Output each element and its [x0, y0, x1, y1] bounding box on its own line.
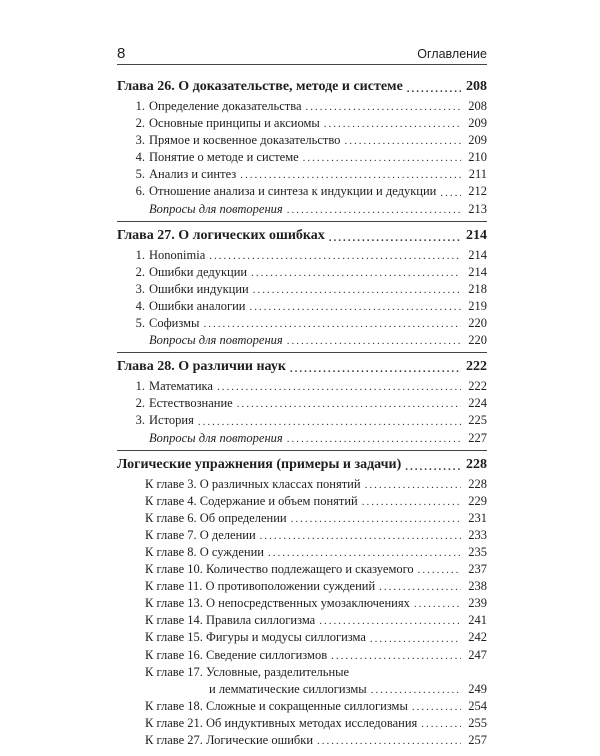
toc-entry[interactable] [117, 395, 487, 412]
entry-page: 222 [468, 379, 487, 394]
entry-page: 229 [468, 493, 487, 508]
entry-title: Прямое и косвенное доказательство [149, 133, 341, 148]
entry-title: К главе 11. О противоположении суждений [145, 579, 376, 594]
entry-title: К главе 6. Об определении [145, 510, 287, 525]
entry-title: Математика [149, 379, 213, 394]
entry-page: 225 [468, 413, 487, 428]
entry-page: 247 [468, 647, 487, 662]
entry-page: 211 [468, 167, 487, 182]
chapter-heading[interactable] [117, 226, 487, 246]
toc-entry[interactable] [117, 493, 487, 510]
entry-page: 242 [468, 630, 487, 645]
toc-entry[interactable] [117, 412, 487, 429]
leader-dots [306, 100, 461, 115]
entry-title: К главе 15. Фигуры и модусы силлогизма [145, 630, 366, 645]
leader-dots [287, 334, 461, 349]
entry-page: 241 [468, 613, 487, 628]
toc-entry[interactable] [117, 510, 487, 527]
leader-dots [203, 317, 461, 332]
review-questions-entry[interactable] [117, 332, 487, 349]
entry-title: К главе 4. Содержание и объем понятий [145, 493, 358, 508]
leader-dots [414, 597, 461, 612]
leader-dots [412, 700, 461, 715]
entry-number: 2. [135, 264, 145, 279]
entry-page: 228 [468, 476, 487, 491]
chapter-title: Глава 26. О доказательстве, методе и системе [117, 79, 403, 94]
entry-title: Ошибки аналогии [149, 298, 246, 313]
toc-entry[interactable] [117, 166, 487, 183]
toc-entry[interactable] [117, 298, 487, 315]
leader-dots [251, 266, 461, 281]
chapter-title: Глава 27. О логических ошибках [117, 227, 325, 243]
entry-number: 1. [135, 247, 145, 262]
leader-dots [319, 614, 461, 629]
entry-page: 239 [468, 596, 487, 611]
entry-page: 212 [468, 184, 487, 199]
leader-dots [371, 683, 461, 698]
leader-dots [407, 82, 461, 97]
entry-page: 208 [468, 99, 487, 113]
chapter-page: 222 [466, 359, 487, 375]
entry-title: Основные принципы и аксиомы [149, 116, 320, 131]
leader-dots [198, 415, 461, 430]
entry-title: Ошибки индукции [149, 281, 249, 296]
entry-page: 209 [468, 133, 487, 148]
chapter-heading[interactable] [117, 77, 487, 97]
entry-number: 2. [135, 116, 145, 131]
entry-title-line1: К главе 17. Условные, разделительные [145, 664, 350, 679]
entry-number: 3. [135, 413, 145, 428]
entry-title: Отношение анализа и синтеза к индукции и дедукции [149, 184, 437, 199]
leader-dots [317, 734, 461, 749]
leader-dots [290, 362, 461, 377]
leader-dots [291, 512, 461, 527]
entry-title: К главе 14. Правила силлогизма [145, 613, 316, 628]
chapter-28-section [117, 357, 487, 450]
entry-number: 1. [135, 379, 145, 394]
toc-entry[interactable] [117, 561, 487, 578]
entry-title: Hononimia [149, 247, 206, 262]
toc-entry-multiline[interactable] [117, 664, 487, 698]
entry-title: К главе 8. О суждении [145, 544, 264, 559]
leader-dots [237, 397, 461, 412]
leader-dots [418, 563, 461, 578]
entry-title: К главе 27. Логические ошибки [145, 733, 314, 747]
toc-entry[interactable] [117, 378, 487, 395]
entry-page: 233 [468, 527, 487, 542]
running-head [117, 42, 487, 65]
leader-dots [421, 717, 461, 732]
entry-title: К главе 18. Сложные и сокращенные силлогизмы [145, 698, 408, 713]
table-of-contents [117, 77, 487, 756]
entry-page: 254 [468, 698, 487, 713]
entry-page: 238 [468, 579, 487, 594]
entry-page: 231 [468, 510, 487, 525]
entry-number: 5. [135, 167, 145, 182]
toc-entry[interactable] [117, 698, 487, 715]
entry-page: 249 [468, 681, 487, 696]
toc-entry[interactable] [117, 476, 487, 493]
entry-title: К главе 3. О различных классах понятий [145, 476, 361, 491]
entry-title: Определение доказательства [149, 99, 302, 113]
entry-title: Софизмы [149, 316, 200, 331]
toc-entry[interactable] [117, 115, 487, 132]
entry-page: 218 [468, 281, 487, 296]
entry-number: 4. [135, 150, 145, 165]
entry-page: 220 [468, 316, 487, 331]
exercises-section [117, 455, 487, 753]
chapter-page: 228 [466, 456, 487, 472]
toc-entry[interactable] [117, 315, 487, 332]
leader-dots [365, 478, 461, 493]
leader-dots [287, 432, 461, 447]
toc-entry[interactable] [117, 149, 487, 166]
entry-title-line2: и лемматические силлогизмы [209, 681, 367, 696]
entry-number: 1. [135, 99, 145, 113]
leader-dots [329, 231, 461, 246]
entry-page: 224 [468, 396, 487, 411]
toc-entry[interactable] [117, 527, 487, 544]
entry-title: К главе 10. Количество подлежащего и сказуемого [145, 562, 414, 577]
chapter-title: Глава 28. О различии наук [117, 359, 286, 375]
leader-dots [370, 632, 461, 647]
toc-entry[interactable] [117, 247, 487, 264]
entry-number: 4. [135, 298, 145, 313]
leader-dots [324, 117, 461, 132]
toc-entry[interactable] [117, 647, 487, 664]
chapter-title: Логические упражнения (примеры и задачи) [117, 456, 402, 472]
toc-entry[interactable] [117, 732, 487, 749]
leader-dots [303, 151, 461, 166]
running-title: Оглавление [417, 47, 487, 61]
chapter-page: 214 [466, 227, 487, 243]
entry-number: 5. [135, 316, 145, 331]
entry-title: К главе 13. О непосредственных умозаключениях [145, 596, 410, 611]
entry-title: К главе 7. О делении [145, 527, 256, 542]
toc-entry[interactable] [117, 98, 487, 115]
entry-page: 237 [468, 562, 487, 577]
review-questions-entry[interactable] [117, 201, 487, 218]
entry-page: 209 [468, 116, 487, 131]
entry-title: Вопросы для повторения [149, 333, 283, 348]
leader-dots [209, 249, 461, 264]
toc-entry[interactable] [117, 183, 487, 200]
entry-page: 257 [468, 733, 487, 747]
entry-page: 220 [468, 333, 487, 348]
leader-dots [249, 300, 461, 315]
entry-page: 219 [468, 298, 487, 313]
leader-dots [268, 546, 461, 561]
chapter-heading[interactable] [117, 357, 487, 377]
leader-dots [405, 460, 461, 475]
entry-page: 235 [468, 544, 487, 559]
leader-dots [260, 529, 461, 544]
entry-title: Анализ и синтез [149, 167, 237, 182]
chapter-page: 208 [466, 79, 487, 94]
entry-title: История [149, 413, 194, 428]
entry-page: 227 [468, 430, 487, 445]
toc-entry[interactable] [117, 544, 487, 561]
entry-number: 2. [135, 396, 145, 411]
leader-dots [362, 495, 461, 510]
entry-number: 6. [135, 184, 145, 199]
chapter-27-section [117, 226, 487, 354]
toc-entry[interactable] [117, 715, 487, 732]
toc-entry[interactable] [117, 629, 487, 646]
leader-dots [379, 580, 461, 595]
entry-page: 214 [468, 264, 487, 279]
entry-title: Ошибки дедукции [149, 264, 248, 279]
entry-title: К главе 21. Об индуктивных методах исследования [145, 715, 418, 730]
entry-title: К главе 16. Сведение силлогизмов [145, 647, 328, 662]
chapter-26-section [117, 77, 487, 222]
toc-entry[interactable] [117, 578, 487, 595]
toc-entry[interactable] [117, 612, 487, 629]
toc-entry[interactable] [117, 281, 487, 298]
leader-dots [331, 649, 461, 664]
entry-page: 255 [468, 715, 487, 730]
entry-title: Вопросы для повторения [149, 430, 283, 445]
toc-entry[interactable] [117, 264, 487, 281]
entry-page: 214 [468, 247, 487, 262]
chapter-heading[interactable] [117, 455, 487, 475]
entry-title: Естествознание [149, 396, 233, 411]
toc-entry[interactable] [117, 595, 487, 612]
review-questions-entry[interactable] [117, 430, 487, 447]
leader-dots [240, 168, 461, 183]
entry-number: 3. [135, 133, 145, 148]
entry-number: 3. [135, 281, 145, 296]
entry-page: 213 [468, 201, 487, 216]
entry-title: Вопросы для повторения [149, 201, 283, 216]
toc-entry[interactable] [117, 132, 487, 149]
leader-dots [440, 186, 461, 201]
entry-page: 210 [468, 150, 487, 165]
leader-dots [344, 134, 461, 149]
leader-dots [217, 380, 461, 395]
leader-dots [287, 203, 461, 218]
page-number: 8 [117, 45, 126, 62]
leader-dots [253, 283, 461, 298]
entry-title: Понятие о методе и системе [149, 150, 299, 165]
